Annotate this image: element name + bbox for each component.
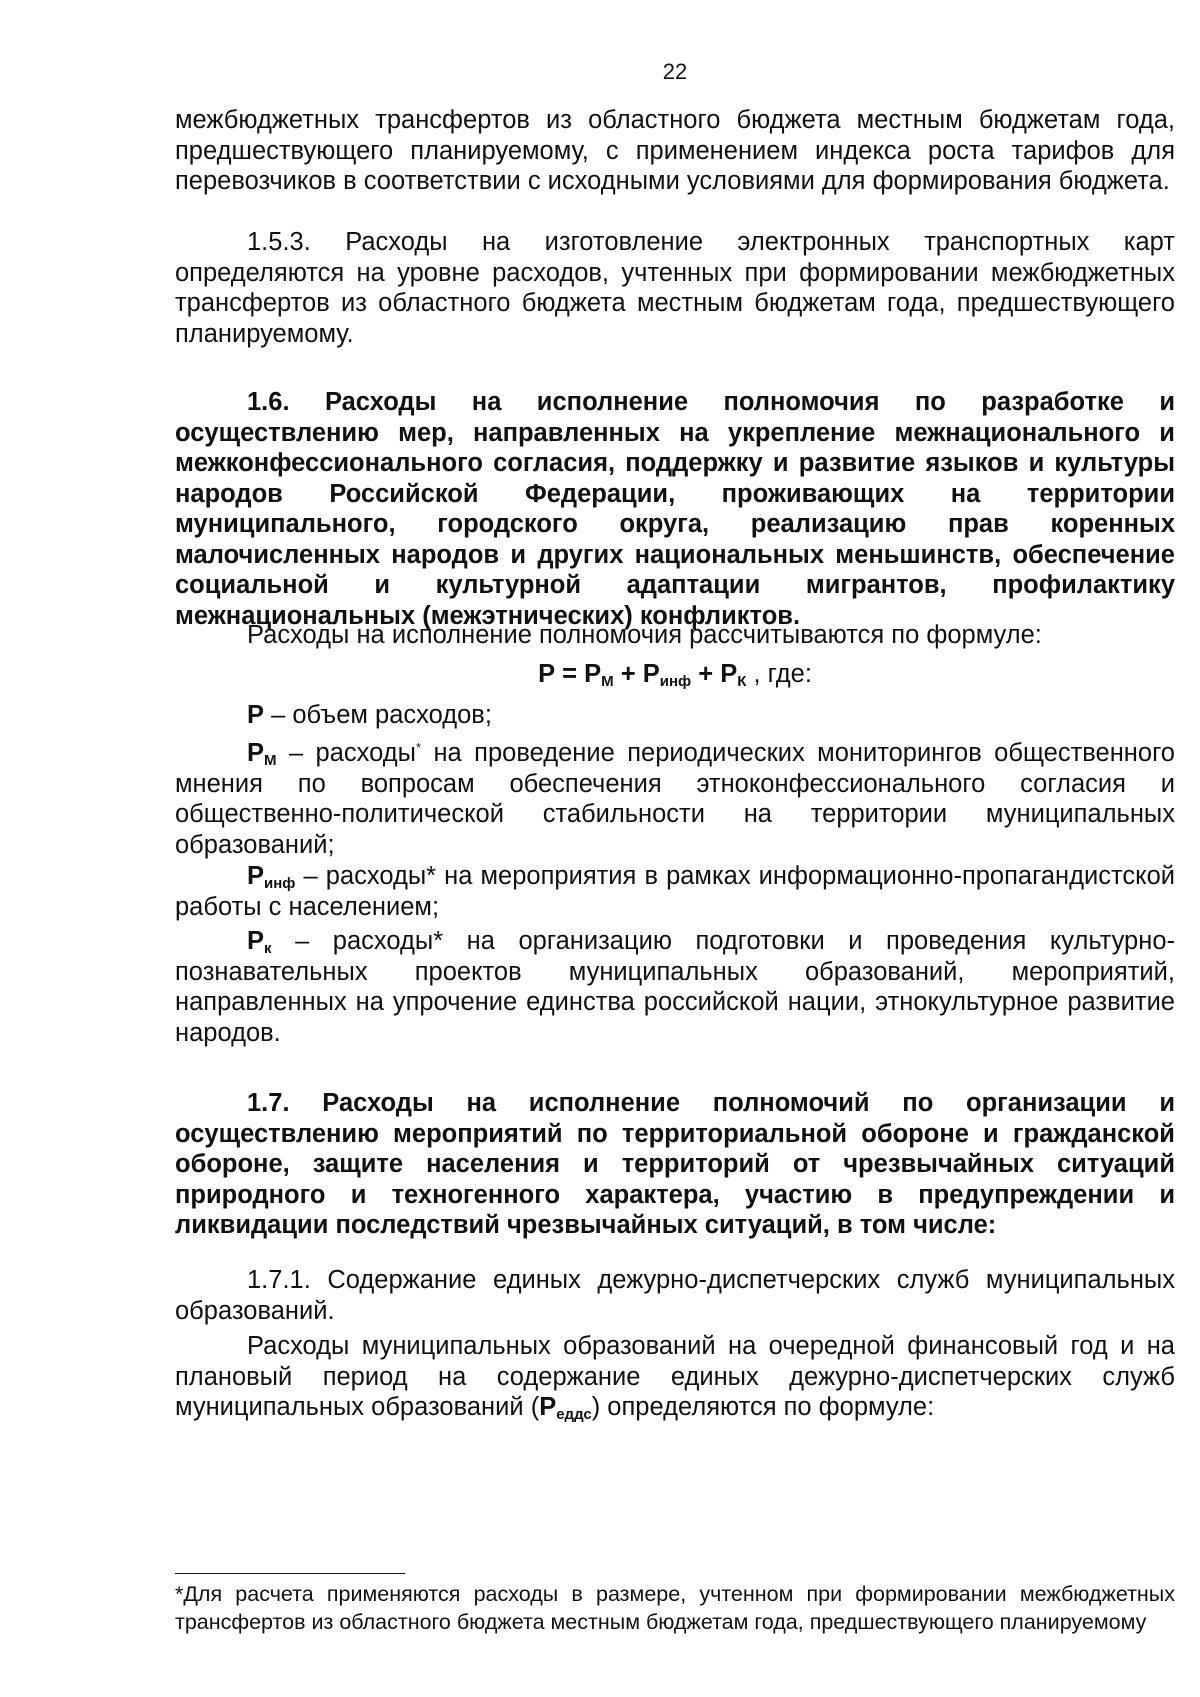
paragraph-eddds-text-1: Расходы муниципальных образований на очередной финансовый год и на плановый период на содержание единых дежурно-диспетчерских служб муниципальных образований ( <box>175 1332 1175 1421</box>
paragraph-continuation: межбюджетных трансфертов из областного бюджета местным бюджетам года, предшествующего планируемому, с применением индекса роста тарифов для перевозчиков в соответствии с исходными условиями для формирования бюджета. <box>175 106 1175 195</box>
definition-pk-symbol: Р <box>247 927 265 955</box>
definition-pinf-sub: инф <box>264 875 296 892</box>
formula <box>175 659 1175 690</box>
definition-pk-sub: к <box>264 940 272 957</box>
page-number: 22 <box>662 59 688 84</box>
formula-pk: Р <box>720 660 738 688</box>
formula-p: Р <box>538 660 556 688</box>
footnote-separator <box>175 1573 405 1574</box>
formula-pinf-sub: инф <box>659 673 692 690</box>
footnote: *Для расчета применяются расходы в размере, учтенном при формировании межбюджетных трансфертов из областного бюджета местным бюджетам года, предшествующего планируемому <box>175 1582 1175 1634</box>
definition-p <box>175 700 1175 731</box>
definition-pm-sub: М <box>264 752 277 769</box>
formula-eq: = <box>555 660 585 688</box>
formula-pk-sub: К <box>737 673 747 690</box>
definition-pk <box>175 926 1175 1048</box>
definition-p-text: – объем расходов; <box>264 701 492 729</box>
definition-pm-symbol: Р <box>247 739 265 767</box>
definition-pm-star: * <box>415 740 422 755</box>
definition-pm-text-2: на проведение периодических мониторингов общественного мнения по вопросам обеспечения этноконфессионального согласия и общественно-политической стабильности на территории муниципальных образований; <box>175 739 1175 859</box>
formula-intro: Расходы на исполнение полномочия рассчитываются по формуле: <box>247 621 1042 649</box>
paragraph-1-7-1: 1.7.1. Содержание единых дежурно-диспетчерских служб муниципальных образований. <box>175 1266 1175 1325</box>
formula-pinf: Р <box>642 660 660 688</box>
definition-pinf <box>175 861 1175 922</box>
definition-p-symbol: Р <box>247 701 265 729</box>
paragraph-eddds-symbol: Р <box>539 1393 557 1421</box>
definition-pm-text-1: – расходы <box>276 739 416 767</box>
paragraph-eddds-sub: еддс <box>556 1406 592 1423</box>
formula-plus-1: + <box>613 660 643 688</box>
paragraph-1-5-3: 1.5.3. Расходы на изготовление электронных транспортных карт определяются на уровне расходов, учтенных при формировании межбюджетных трансфертов из областного бюджета местным бюджетам года, предшествующего планируемому. <box>175 228 1175 348</box>
paragraph-eddds <box>175 1331 1175 1423</box>
section-heading-1-7: 1.7. Расходы на исполнение полномочий по организации и осуществлению мероприятий по территориальной обороне и гражданской обороне, защите населения и территорий от чрезвычайных ситуаций природного и техногенного характера, участию в предупреждении и ликвидации последствий чрезвычайных ситуаций, в том числе: <box>175 1089 1175 1239</box>
definition-pk-text: – расходы* на организацию подготовки и проведения культурно-познавательных проектов муниципальных образований, мероприятий, направленных на упрочение единства российской нации, этнокультурное развитие народов. <box>175 927 1175 1047</box>
section-heading-1-6: 1.6. Расходы на исполнение полномочия по разработке и осуществлению мер, направленных на укрепление межнационального и межконфессионального согласия, поддержку и развитие языков и культуры народов Российской Федерации, проживающих на территории муниципального, городского округа, реализацию прав коренных малочисленных народов и других национальных меньшинств, обеспечение социальной и культурной адаптации мигрантов, профилактику межнациональных (межэтнических) конфликтов. <box>175 388 1175 630</box>
paragraph-eddds-text-2: ) определяются по формуле: <box>591 1393 935 1421</box>
definition-pinf-text: – расходы* на мероприятия в рамках информационно-пропагандистской работы с населением; <box>175 862 1175 921</box>
formula-tail: , где: <box>746 660 812 688</box>
formula-pm-sub: М <box>601 673 614 690</box>
formula-pm: Р <box>584 660 602 688</box>
formula-plus-2: + <box>691 660 721 688</box>
definition-pinf-symbol: Р <box>247 862 265 890</box>
definition-pm <box>175 738 1175 860</box>
